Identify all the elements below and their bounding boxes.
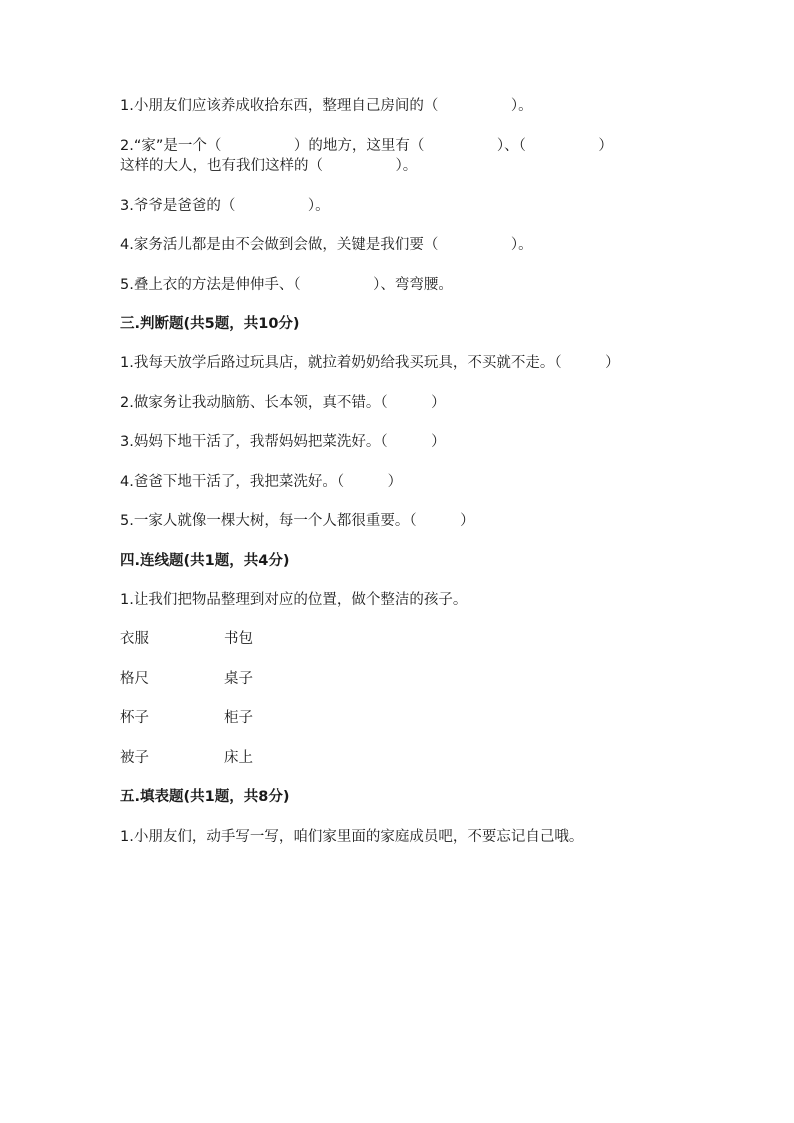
section-heading-table-fill: 五.填表题(共1题，共8分) bbox=[120, 789, 290, 805]
fill-blank-q2-line2: 这样的大人，也有我们这样的（ ）。 bbox=[120, 158, 418, 174]
judge-item-4: 4.爸爸下地干活了，我把菜洗好。（ ） bbox=[120, 474, 403, 490]
matching-item-right[interactable]: 桌子 bbox=[224, 671, 253, 687]
section-heading-matching: 四.连线题(共1题，共4分) bbox=[120, 553, 290, 569]
judge-item-1: 1.我每天放学后路过玩具店，就拉着奶奶给我买玩具，不买就不走。（ ） bbox=[120, 355, 620, 371]
fill-blank-q2-line1: 2.“家”是一个（ ）的地方，这里有（ ）、（ ） bbox=[120, 138, 613, 154]
judge-item-2: 2.做家务让我动脑筋、长本领，真不错。（ ） bbox=[120, 395, 446, 411]
matching-item-right[interactable]: 柜子 bbox=[224, 710, 253, 726]
fill-blank-q4: 4.家务活儿都是由不会做到会做，关键是我们要（ ）。 bbox=[120, 237, 533, 253]
section-heading-judge: 三.判断题(共5题，共10分) bbox=[120, 316, 300, 332]
judge-item-5: 5.一家人就像一棵大树，每一个人都很重要。（ ） bbox=[120, 513, 475, 529]
matching-item-left[interactable]: 被子 bbox=[120, 750, 149, 766]
fill-blank-q5: 5.叠上衣的方法是伸伸手、（ ）、弯弯腰。 bbox=[120, 277, 453, 293]
matching-item-right[interactable]: 书包 bbox=[224, 631, 253, 647]
matching-item-left[interactable]: 格尺 bbox=[120, 671, 149, 687]
matching-item-right[interactable]: 床上 bbox=[224, 750, 253, 766]
matching-item-left[interactable]: 衣服 bbox=[120, 631, 149, 647]
table-fill-question: 1.小朋友们，动手写一写，咱们家里面的家庭成员吧，不要忘记自己哦。 bbox=[120, 829, 584, 845]
fill-blank-q1: 1.小朋友们应该养成收拾东西，整理自己房间的（ ）。 bbox=[120, 98, 533, 114]
matching-item-left[interactable]: 杯子 bbox=[120, 710, 149, 726]
judge-item-3: 3.妈妈下地干活了，我帮妈妈把菜洗好。（ ） bbox=[120, 434, 446, 450]
matching-question: 1.让我们把物品整理到对应的位置，做个整洁的孩子。 bbox=[120, 592, 468, 608]
fill-blank-q3: 3.爷爷是爸爸的（ ）。 bbox=[120, 198, 330, 214]
